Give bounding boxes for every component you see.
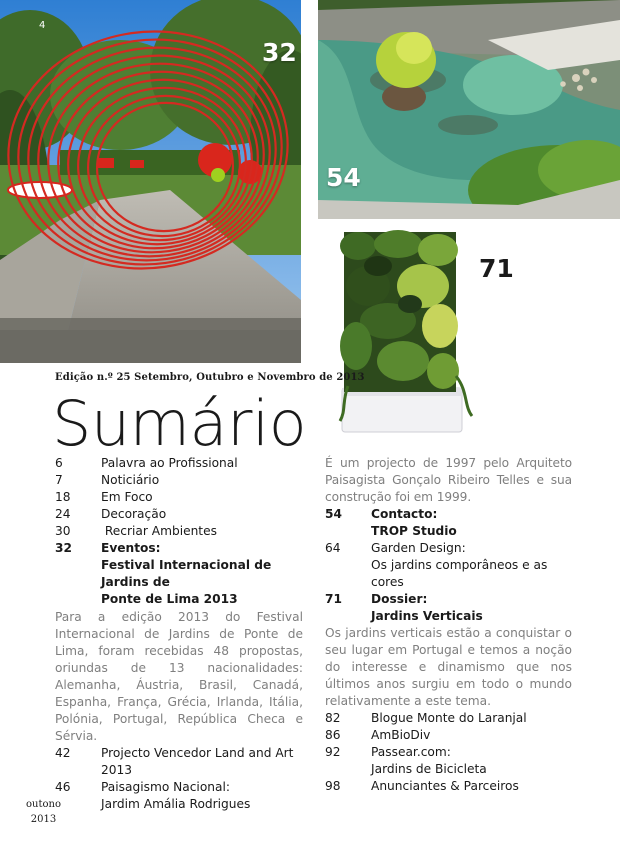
toc-label: Palavra ao Profissional (101, 456, 238, 470)
footer-season (26, 797, 61, 827)
toc-page-number: 46 (55, 780, 71, 794)
toc-label: Eventos: (101, 541, 161, 555)
toc-page-number: 6 (55, 456, 63, 470)
toc-page-number: 7 (55, 473, 63, 487)
toc-page-number: 64 (325, 541, 341, 555)
photo-red-arch (0, 0, 301, 363)
toc-label: Dossier: (371, 592, 428, 606)
vertical-garden-planter-photo (328, 226, 480, 434)
toc-label: Recriar Ambientes (101, 524, 217, 538)
contents-left-column (55, 455, 303, 813)
photo-garden-pool (318, 0, 620, 219)
toc-page-number: 24 (55, 507, 71, 521)
toc-item[interactable] (325, 778, 572, 795)
toc-item[interactable] (55, 506, 303, 523)
toc-label: Passear.com: (371, 745, 451, 759)
toc-label: Garden Design: (371, 541, 466, 555)
toc-subtitle: Festival Internacional de Jardins de (101, 558, 272, 589)
paisagismo-description: É um projecto de 1997 pelo Arquiteto Paisagista Gonçalo Ribeiro Telles e sua construção foi em 1999. (325, 456, 572, 504)
edition-line: Edição n.º 25 Setembro, Outubro e Novembro de 2013 (55, 372, 365, 383)
footer-season-label: outono (26, 799, 61, 810)
toc-subtitle: 2013 (101, 763, 133, 777)
page-title: Sumário (52, 387, 307, 460)
red-arch-sculpture-photo (0, 0, 301, 363)
toc-label: Blogue Monte do Laranjal (371, 711, 527, 725)
toc-label: AmBioDiv (371, 728, 431, 742)
eventos-description: Para a edição 2013 do Festival Internacional de Jardins de Ponte de Lima, foram recebidas 48 propostas, oriundas de 13 nacionalidades: Alemanha, Áustria, Brasil, Canadá, Espanha, França, Grécia, Irlanda, Itália, Polónia, Portugal, República Checa e Sérvia. (55, 610, 303, 743)
contents-right-column (325, 455, 572, 795)
toc-page-number: 71 (325, 592, 342, 606)
toc-label: Contacto: (371, 507, 438, 521)
photo-page-label-71: 71 (479, 254, 514, 283)
dossier-description: Os jardins verticais estão a conquistar o seu lugar em Portugal e temos a noção do interesse e dinamismo que nos últimos anos surgiu em todo o mundo relativamente a este tema. (325, 626, 572, 708)
page-number: 4 (39, 20, 46, 31)
toc-page-number: 54 (325, 507, 342, 521)
toc-page-number: 18 (55, 490, 71, 504)
toc-subtitle: Ponte de Lima 2013 (101, 592, 238, 606)
toc-item[interactable] (325, 727, 572, 744)
toc-item-eventos[interactable] (55, 540, 303, 557)
toc-subtitle: Jardins de Bicicleta (371, 762, 487, 776)
toc-item-contacto[interactable] (325, 506, 572, 523)
toc-subtitle: Jardim Amália Rodrigues (101, 797, 251, 811)
toc-item[interactable] (55, 779, 303, 796)
toc-page-number: 98 (325, 779, 341, 793)
photo-page-label-54: 54 (326, 163, 361, 192)
photo-page-label-32: 32 (262, 38, 297, 67)
toc-item[interactable] (55, 472, 303, 489)
toc-page-number: 86 (325, 728, 341, 742)
toc-label: Em Foco (101, 490, 153, 504)
toc-label: Anunciantes & Parceiros (371, 779, 519, 793)
toc-page-number: 82 (325, 711, 341, 725)
toc-label: Decoração (101, 507, 167, 521)
toc-subtitle: TROP Studio (371, 524, 457, 538)
footer-year: 2013 (30, 814, 57, 825)
toc-item-dossier[interactable] (325, 591, 572, 608)
toc-label: Noticiário (101, 473, 160, 487)
toc-subtitle: Os jardins comporâneos e as cores (371, 558, 548, 589)
toc-page-number: 42 (55, 746, 71, 760)
toc-item[interactable] (325, 710, 572, 727)
toc-page-number: 30 (55, 524, 71, 538)
photo-vertical-garden (328, 226, 480, 434)
toc-item[interactable] (55, 489, 303, 506)
toc-item[interactable] (55, 455, 303, 472)
toc-item[interactable] (55, 745, 303, 762)
toc-item[interactable] (55, 523, 303, 540)
aerial-garden-pool-photo (318, 0, 620, 219)
toc-item[interactable] (325, 744, 572, 761)
toc-subtitle: Jardins Verticais (371, 609, 483, 623)
toc-label: Paisagismo Nacional: (101, 780, 230, 794)
toc-item[interactable] (325, 540, 572, 557)
toc-page-number: 92 (325, 745, 341, 759)
toc-label: Projecto Vencedor Land and Art (101, 746, 294, 760)
toc-page-number: 32 (55, 541, 72, 555)
